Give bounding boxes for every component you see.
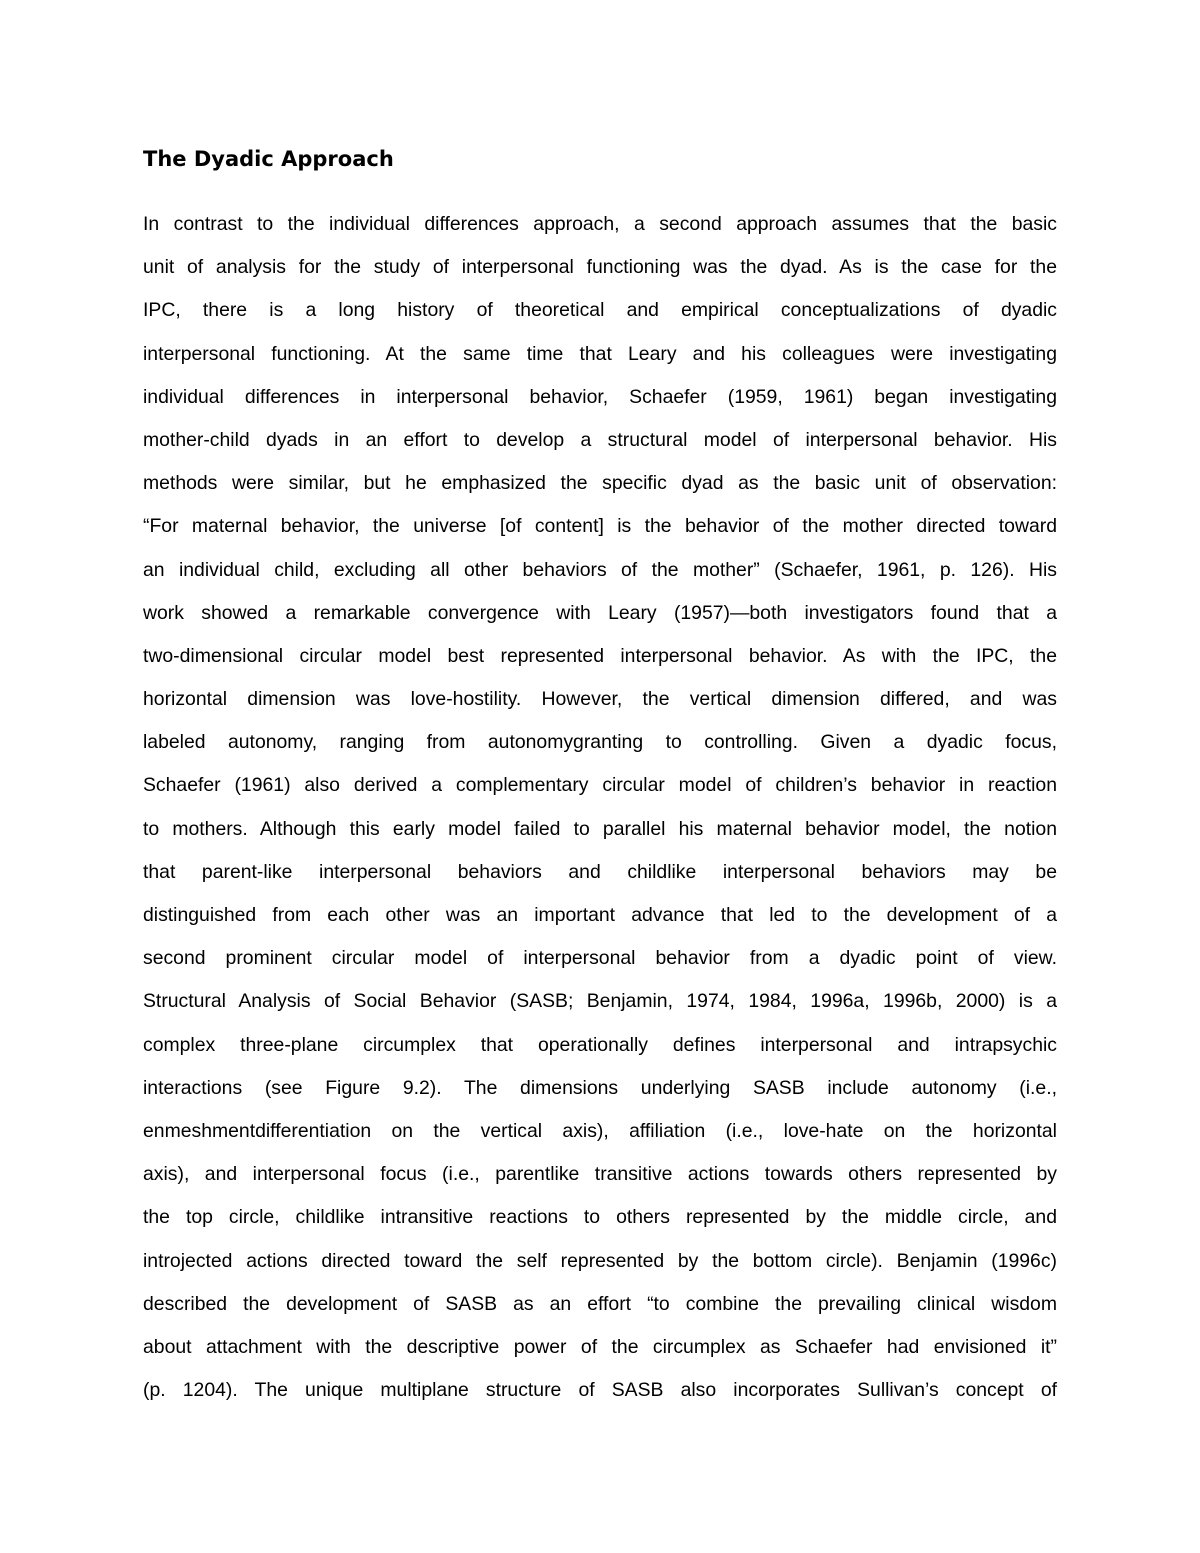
paragraph-line: axis), and interpersonal focus (i.e., parentlike transitive actions towards others represented by <box>143 1163 1057 1186</box>
paragraph-line: (p. 1204). The unique multiplane structure of SASB also incorporates Sullivan’s concept of <box>143 1379 1057 1402</box>
paragraph-line: methods were similar, but he emphasized the specific dyad as the basic unit of observation: <box>143 472 1057 495</box>
paragraph-line: In contrast to the individual differences approach, a second approach assumes that the basic <box>143 213 1057 235</box>
paragraph-line: work showed a remarkable convergence with Leary (1957)—both investigators found that a <box>143 601 1057 624</box>
paragraph-line: unit of analysis for the study of interpersonal functioning was the dyad. As is the case for the <box>143 256 1057 279</box>
paragraph-line: horizontal dimension was love-hostility. However, the vertical dimension differed, and was <box>143 688 1057 711</box>
paragraph-line: distinguished from each other was an important advance that led to the development of a <box>143 904 1057 926</box>
paragraph-line: individual differences in interpersonal behavior, Schaefer (1959, 1961) began investigating <box>143 385 1057 408</box>
paragraph-line: two-dimensional circular model best represented interpersonal behavior. As with the IPC, the <box>143 644 1057 667</box>
paragraph-line: labeled autonomy, ranging from autonomygranting to controlling. Given a dyadic focus, <box>143 731 1057 754</box>
paragraph-line: described the development of SASB as an effort “to combine the prevailing clinical wisdom <box>143 1292 1057 1315</box>
body-paragraph <box>143 203 1057 1412</box>
paragraph-line: second prominent circular model of interpersonal behavior from a dyadic point of view. <box>143 947 1057 970</box>
paragraph-line: complex three-plane circumplex that operationally defines interpersonal and intrapsychic <box>143 1033 1057 1056</box>
paragraph-line: introjected actions directed toward the self represented by the bottom circle). Benjamin (1996c) <box>143 1249 1057 1272</box>
paragraph-line: mother-child dyads in an effort to develop a structural model of interpersonal behavior. His <box>143 428 1057 451</box>
paragraph-line: interpersonal functioning. At the same time that Leary and his colleagues were investigating <box>143 342 1057 365</box>
paragraph-line: to mothers. Although this early model failed to parallel his maternal behavior model, the notion <box>143 817 1057 840</box>
paragraph-line: IPC, there is a long history of theoretical and empirical conceptualizations of dyadic <box>143 299 1057 322</box>
paragraph-line: enmeshmentdifferentiation on the vertical axis), affiliation (i.e., love-hate on the horizontal <box>143 1119 1057 1142</box>
paragraph-line: “For maternal behavior, the universe [of content] is the behavior of the mother directed toward <box>143 515 1057 538</box>
paragraph-line: that parent-like interpersonal behaviors and childlike interpersonal behaviors may be <box>143 860 1057 883</box>
paragraph-line: an individual child, excluding all other behaviors of the mother” (Schaefer, 1961, p. 126). His <box>143 558 1057 581</box>
paragraph-line: Schaefer (1961) also derived a complementary circular model of children’s behavior in reaction <box>143 774 1057 797</box>
paragraph-line: the top circle, childlike intransitive reactions to others represented by the middle circle, and <box>143 1206 1057 1229</box>
paragraph-line: about attachment with the descriptive power of the circumplex as Schaefer had envisioned it” <box>143 1335 1057 1358</box>
paragraph-line: Structural Analysis of Social Behavior (SASB; Benjamin, 1974, 1984, 1996a, 1996b, 2000) is a <box>143 990 1057 1013</box>
section-heading: The Dyadic Approach <box>143 147 394 171</box>
paragraph-line: interactions (see Figure 9.2). The dimensions underlying SASB include autonomy (i.e., <box>143 1076 1057 1099</box>
